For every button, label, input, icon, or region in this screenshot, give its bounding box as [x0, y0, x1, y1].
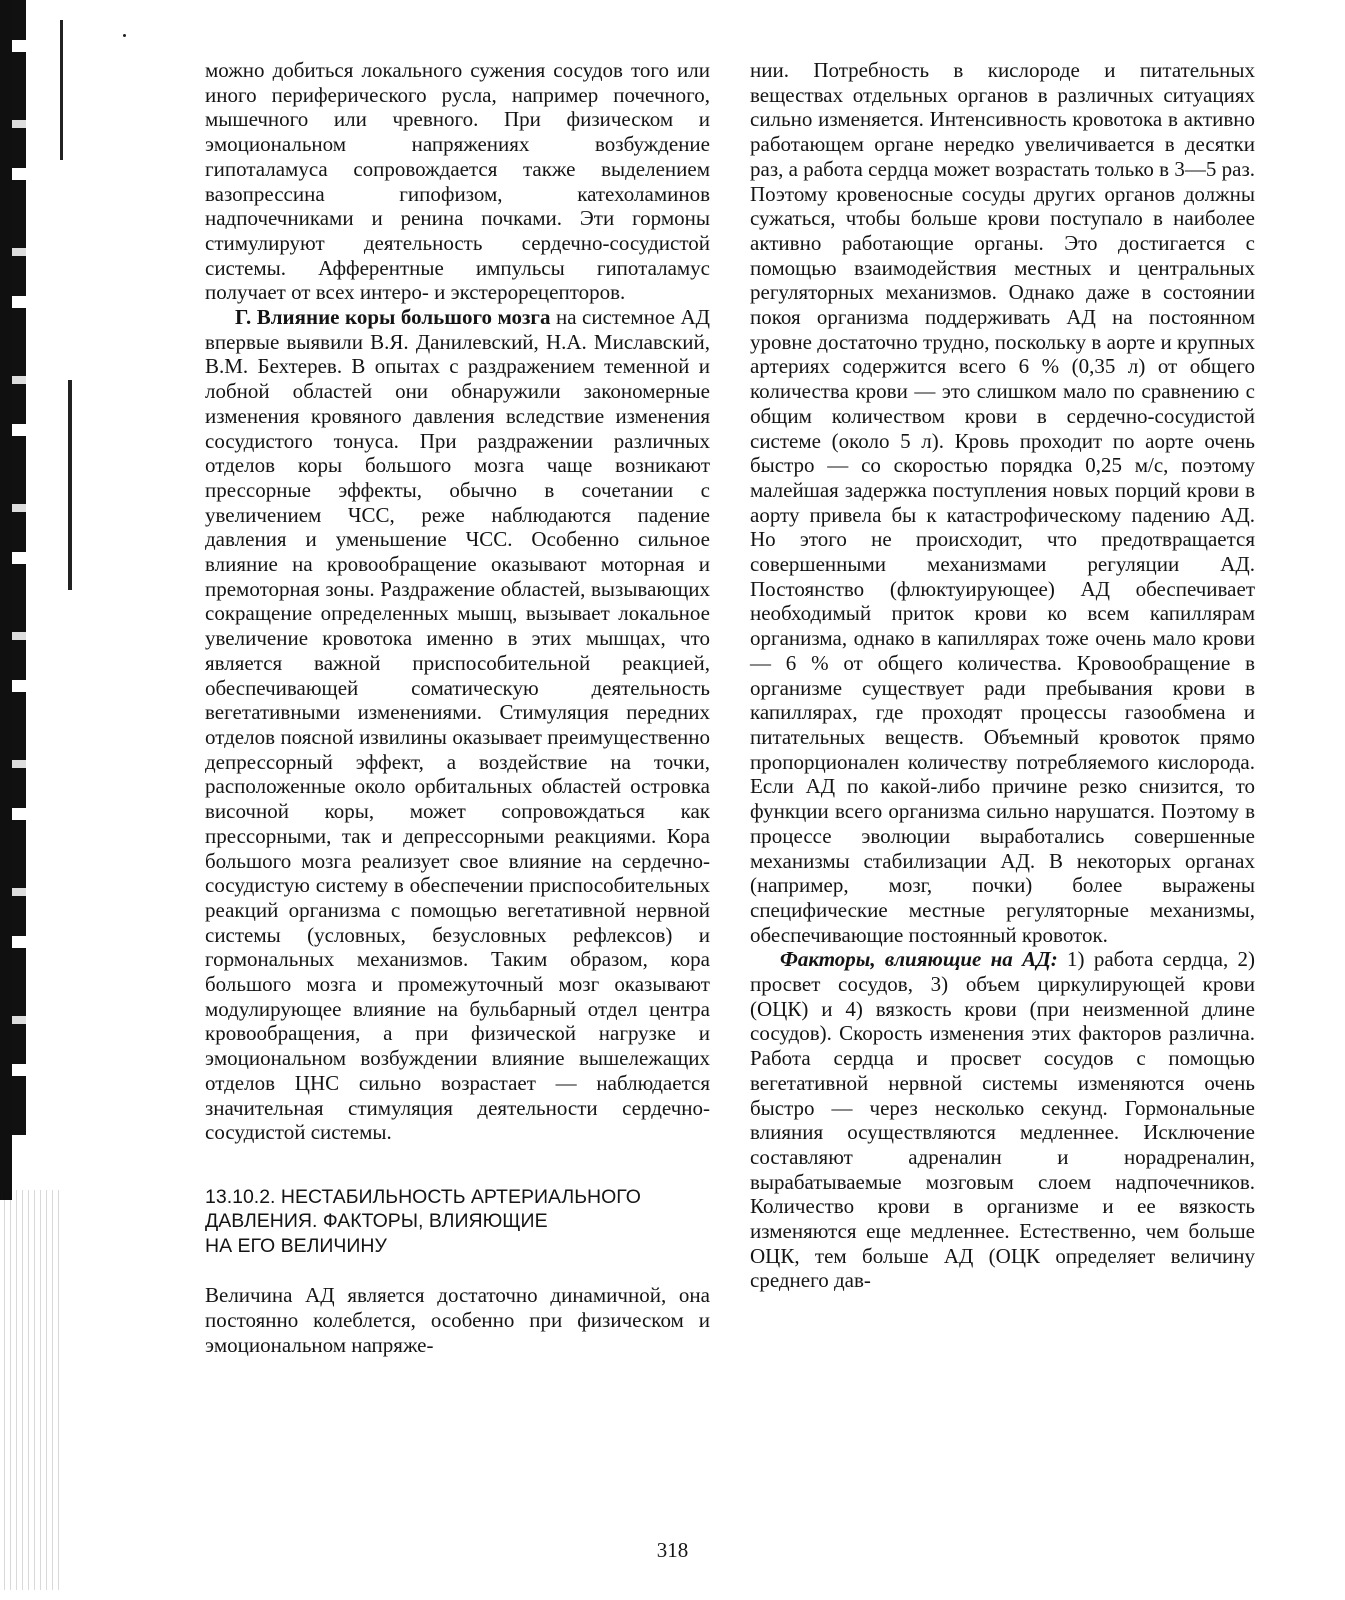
- scan-speck: [123, 34, 126, 37]
- scan-noise: [4, 1190, 64, 1590]
- paragraph: Величина АД является достаточно динамичной, она постоянно колеблется, особенно при физическом и эмоциональном напряже-: [205, 1283, 710, 1357]
- paragraph-text: 1) работа сердца, 2) просвет сосудов, 3) объем циркулирующей крови (ОЦК) и 4) вязкость крови (при неизменной длине сосудов). Скорость изменения этих факторов различна. Работа сердца и просвет сосудов с помощью вегетативной нервной системы изменяются очень быстро — через несколько секунд. Гормональные влияния осуществляются медленнее. Исключение составляют адреналин и норадреналин, вырабатываемые мозговым слоем надпочечников. Количество крови в организме и ее вязкость изменяются еще медленнее. Естественно, чем больше ОЦК, тем больше АД (ОЦК определяет величину среднего дав-: [750, 947, 1255, 1293]
- left-column: [205, 58, 710, 1358]
- heading-line: 13.10.2. НЕСТАБИЛЬНОСТЬ АРТЕРИАЛЬНОГО: [205, 1185, 641, 1208]
- scan-strip: [12, 0, 26, 1135]
- scan-line: [60, 20, 63, 160]
- scan-line: [68, 380, 72, 590]
- paragraph: нии. Потребность в кислороде и питательных веществах отдельных органов в различных ситуациях сильно изменяется. Интенсивность кровотока в активно работающем органе нередко увеличивается в десятки раз, а работа сердца может возрастать только в 3—5 раз. Поэтому кровеносные сосуды других органов должны сужаться, чтобы больше крови поступало в наиболее активно работающие органы. Это достигается с помощью взаимодействия местных и центральных регуляторных механизмов. Однако даже в состоянии покоя организма поддерживать АД на постоянном уровне достаточно трудно, поскольку в аорте и крупных артериях содержится всего 6 % (0,35 л) от общего количества крови — это слишком мало по сравнению с общим количеством крови в сердечно-сосудистой системе (около 5 л). Кровь проходит по аорте очень быстро — со скоростью порядка 0,25 м/с, поэтому малейшая задержка поступления новых порций крови в аорту привела бы к катастрофическому падению АД. Но этого не происходит, что предотвращается совершенными механизмами регуляции АД. Постоянство (флюктуирующее) АД обеспечивает необходимый приток крови ко всем капиллярам организма, однако в капиллярах тоже очень мало крови — 6 % от общего количества. Кровообращение в организме существует ради пребывания крови в капиллярах, где проходят процессы газообмена и питательных веществ. Объемный кровоток прямо пропорционален количеству потребляемого кислорода. Если АД по какой-либо причине резко снизится, то функции всего организма сильно нарушатся. Поэтому в процессе эволюции выработались совершенные механизмы стабилизации АД. В некоторых органах (например, мозг, почки) более выражены специфические местные регуляторные механизмы, обеспечивающие постоянный кровоток.: [750, 58, 1255, 947]
- paragraph: [750, 947, 1255, 1293]
- right-column: [750, 58, 1255, 1293]
- heading-line: НА ЕГО ВЕЛИЧИНУ: [205, 1234, 387, 1257]
- paragraph-lead: Г. Влияние коры большого мозга: [235, 305, 551, 330]
- paragraph: можно добиться локального сужения сосудов того или иного периферического русла, например почечного, мышечного или чревного. При физическом и эмоциональном напряжениях возбуждение гипоталамуса сопровождается также выделением вазопрессина гипофизом, катехоламинов надпочечниками и ренина почками. Эти гормоны стимулируют деятельность сердечно-сосудистой системы. Афферентные импульсы гипоталамус получает от всех интеро- и экстерорецепторов.: [205, 58, 710, 305]
- scan-shadow: [0, 0, 12, 1200]
- paragraph-lead: Факторы, влияющие на АД:: [780, 947, 1058, 972]
- heading-line: ДАВЛЕНИЯ. ФАКТОРЫ, ВЛИЯЮЩИЕ: [205, 1210, 548, 1233]
- paragraph-text: на системное АД впервые выявили В.Я. Данилевский, Н.А. Миславский, В.М. Бехтерев. В опытах с раздражением теменной и лобной областей они обнаружили закономерные изменения кровяного давления вследствие изменения сосудистого тонуса. При раздражении различных отделов коры большого мозга чаще возникают прессорные эффекты, обычно в сочетании с увеличением ЧСС, реже наблюдаются падение давления и уменьшение ЧСС. Особенно сильное влияние на кровообращение оказывают моторная и премоторная зоны. Раздражение областей, вызывающих сокращение определенных мышц, вызывает локальное увеличение кровотока именно в этих мышцах, что является важной приспособительной реакцией, обеспечивающей соматическую деятельность вегетативными изменениями. Стимуляция передних отделов поясной извилины оказывает преимущественно депрессорный эффект, а воздействие на точки, расположенные около орбитальных областей островка височной коры, может сопровождаться как прессорными, так и депрессорными реакциями. Кора большого мозга реализует свое влияние на сердечно-сосудистую систему в обеспечении приспособительных реакций организма с помощью вегетативной нервной системы (условных, безусловных рефлексов) и гормональных механизмов. Таким образом, кора большого мозга и промежуточный мозг оказывают модулирующее влияние на бульбарный отдел центра кровообращения, а при физической нагрузке и эмоциональном возбуждении влияние вышележащих отделов ЦНС сильно возрастает — наблюдается значительная стимуляция деятельности сердечно-сосудистой системы.: [205, 305, 710, 1145]
- page-number: 318: [656, 1538, 689, 1562]
- paragraph: [205, 305, 710, 1145]
- section-heading: [205, 1185, 710, 1259]
